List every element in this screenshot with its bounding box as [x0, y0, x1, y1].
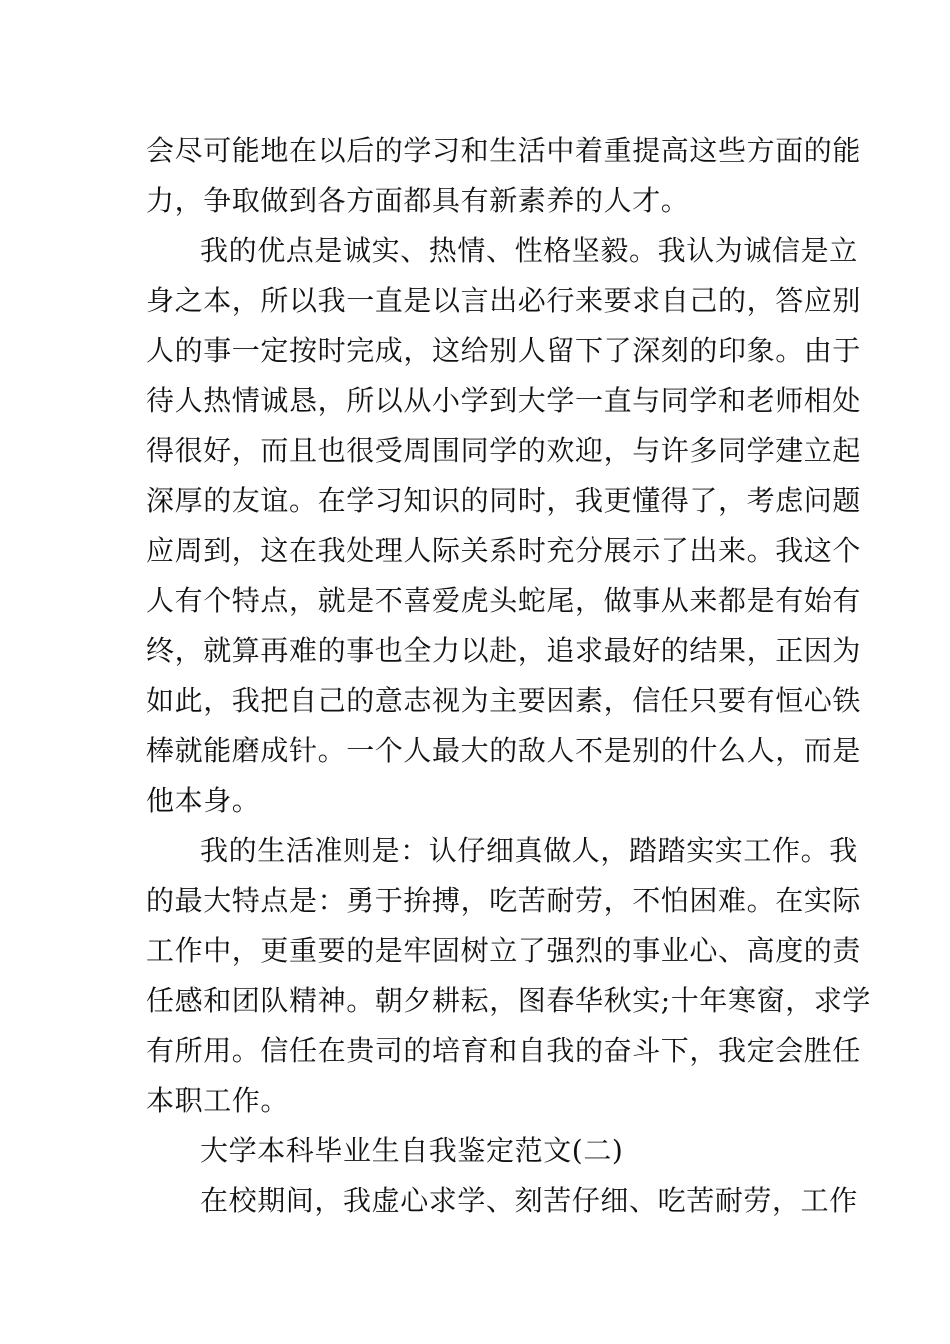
text-line: 深厚的友谊。在学习知识的同时，我更懂得了，考虑问题 [146, 484, 862, 517]
text-line: 我的生活准则是：认仔细真做人，踏踏实实工作。我 [200, 834, 858, 867]
text-line: 的最大特点是：勇于拚搏，吃苦耐劳，不怕困难。在实际 [146, 884, 862, 917]
text-line: 大学本科毕业生自我鉴定范文(二) [200, 1134, 624, 1167]
text-line: 待人热情诚恳，所以从小学到大学一直与同学和老师相处 [146, 384, 862, 417]
text-line: 会尽可能地在以后的学习和生活中着重提高这些方面的能 [146, 134, 862, 167]
text-line: 本职工作。 [146, 1084, 290, 1117]
text-line: 在校期间，我虚心求学、刻苦仔细、吃苦耐劳，工作 [200, 1184, 858, 1217]
text-line: 如此，我把自己的意志视为主要因素，信任只要有恒心铁 [146, 684, 862, 717]
text-line: 得很好，而且也很受周围同学的欢迎，与许多同学建立起 [146, 434, 862, 467]
text-line: 终，就算再难的事也全力以赴，追求最好的结果，正因为 [146, 634, 862, 667]
text-line: 应周到，这在我处理人际关系时充分展示了出来。我这个 [146, 534, 862, 567]
text-line: 力，争取做到各方面都具有新素养的人才。 [146, 184, 690, 217]
text-line: 身之本，所以我一直是以言出必行来要求自己的，答应别 [146, 284, 862, 317]
text-line: 有所用。信任在贵司的培育和自我的奋斗下，我定会胜任 [146, 1034, 862, 1067]
text-line: 任感和团队精神。朝夕耕耘，图春华秋实;十年寒窗，求学 [146, 984, 872, 1017]
text-line: 工作中，更重要的是牢固树立了强烈的事业心、高度的责 [146, 934, 862, 967]
body-text [146, 126, 872, 1226]
text-line: 他本身。 [146, 784, 261, 817]
text-line: 棒就能磨成针。一个人最大的敌人不是别的什么人，而是 [146, 734, 862, 767]
text-line: 人的事一定按时完成，这给别人留下了深刻的印象。由于 [146, 334, 862, 367]
text-line: 我的优点是诚实、热情、性格坚毅。我认为诚信是立 [200, 234, 858, 267]
text-line: 人有个特点，就是不喜爱虎头蛇尾，做事从来都是有始有 [146, 584, 862, 617]
